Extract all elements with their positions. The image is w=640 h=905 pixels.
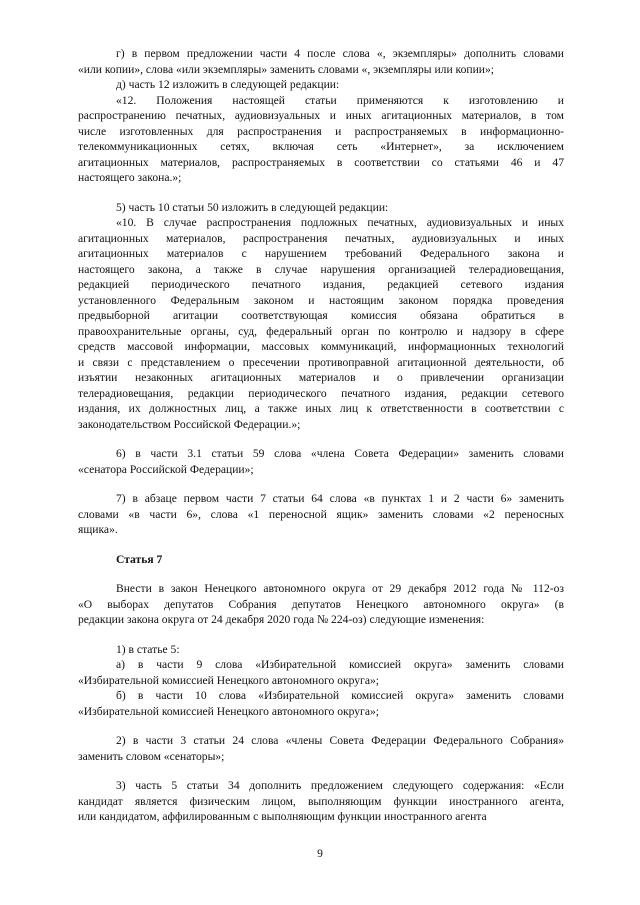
article-heading: Статья 7: [116, 552, 163, 566]
document-body: [78, 46, 564, 825]
text-line: кандидат является физическим лицом, выполняющим функции иностранного агента,: [78, 794, 564, 808]
text-line: агитационных материалов, распространяемых в соответствии со статьями 46 и 47: [78, 155, 564, 169]
paragraph-gap: [78, 628, 564, 642]
text-line: «или копии», слова «или экземпляры» заменить словами «, экземпляры или копии»;: [78, 62, 495, 76]
text-line: г) в первом предложении части 4 после слова «, экземпляры» дополнить словами: [116, 47, 564, 60]
paragraph-gap: [78, 764, 564, 778]
paragraph: [78, 215, 564, 432]
text-line: Внести в закон Ненецкого автономного округа от 29 декабря 2012 года № 112-оз: [116, 582, 564, 595]
text-line: настоящего закона.»;: [78, 171, 182, 184]
paragraph-gap: [78, 432, 564, 446]
text-line: 7) в абзаце первом части 7 статьи 64 слова «в пунктах 1 и 2 части 6» заменить: [116, 492, 564, 505]
text-line: законодательством Российской Федерации.»;: [78, 417, 301, 431]
text-line: «12. Положения настоящей статьи применяются к изготовлению и: [116, 93, 564, 107]
text-line: телерадиовещания, редакции периодического печатного издания, редакции сетевого: [78, 386, 564, 400]
text-line: 5) часть 10 статьи 50 изложить в следующей редакции:: [116, 200, 389, 214]
text-line: числе изготовленных для распространения и распространяемых в информационно-: [78, 124, 564, 138]
text-line: изъятии незаконных агитационных материалов и о привлечении организации: [78, 371, 564, 384]
paragraph-gap: [78, 538, 564, 552]
text-line: заменить словом «сенаторы»;: [78, 749, 225, 763]
paragraph: [78, 200, 564, 216]
paragraph-gap: [78, 567, 564, 581]
text-line: установленного Федеральным законом и настоящим законом порядка проведения: [78, 293, 564, 307]
text-line: распространению печатных, аудиовизуальных и иных агитационных материалов, в том: [78, 109, 564, 122]
text-line: 3) часть 5 статьи 34 дополнить предложением следующего содержания: «Если: [116, 779, 564, 792]
text-line: «сенатора Российской Федерации»;: [78, 462, 254, 476]
paragraph: [78, 657, 564, 688]
paragraph: [78, 446, 564, 477]
text-line: «10. В случае распространения подложных печатных, аудиовизуальных и иных: [116, 216, 564, 229]
text-line: предвыборной агитации соответствующая комиссия обязана обратиться в: [78, 309, 564, 322]
text-line: правоохранительные органы, суд, федеральный орган по контролю и надзору в сфере: [78, 324, 564, 338]
paragraph: [78, 688, 564, 719]
paragraph-gap: [78, 186, 564, 200]
text-line: д) часть 12 изложить в следующей редакции:: [116, 78, 340, 91]
text-line: «Избирательной комиссией Ненецкого автономного округа»;: [78, 673, 379, 687]
paragraph-gap: [78, 477, 564, 491]
text-line: или кандидатом, аффилированным с выполняющим функции иностранного агента: [78, 810, 487, 823]
paragraph: [78, 581, 564, 628]
paragraph: [78, 733, 564, 764]
text-line: б) в части 10 слова «Избирательной комиссией округа» заменить словами: [116, 689, 564, 702]
paragraph: [78, 642, 564, 658]
paragraph: [78, 77, 564, 93]
text-line: «О выборах депутатов Собрания депутатов Ненецкого автономного округа» (в: [78, 597, 564, 611]
text-line: издания, их должностных лиц, а также иных лиц к ответственности в соответствии с: [78, 402, 564, 415]
text-line: 2) в части 3 статьи 24 слова «члены Совета Федерации Федерального Собрания»: [116, 734, 564, 747]
text-line: средств массовой информации, массовых коммуникаций, информационных технологий: [78, 340, 564, 353]
text-line: словами «в части 6», слова «1 переносной ящик» заменить словами «2 переносных: [78, 507, 564, 521]
text-line: агитационных материалов с нарушением требований Федерального закона и: [78, 247, 564, 260]
paragraph: [78, 46, 564, 77]
text-line: редакцией периодического печатного издания, редакцией сетевого издания: [78, 278, 564, 291]
text-line: настоящего закона, а также в случае нарушения организацией телерадиовещания,: [78, 262, 564, 276]
text-line: ящика».: [78, 523, 118, 536]
paragraph: [78, 491, 564, 538]
text-line: редакции закона округа от 24 декабря 2020 года № 224-оз) следующие изменения:: [78, 613, 485, 626]
text-line: телекоммуникационных сетях, включая сеть «Интернет», за исключением: [78, 140, 564, 153]
page-number: 9: [317, 847, 323, 860]
paragraph: [78, 778, 564, 825]
text-line: 1) в статье 5:: [116, 642, 180, 656]
paragraph: [78, 93, 564, 186]
text-line: 6) в части 3.1 статьи 59 слова «члена Совета Федерации» заменить словами: [116, 447, 564, 460]
text-line: и связи с представлением о пресечении противоправной агитационной деятельности, об: [78, 355, 564, 369]
text-line: агитационных материалов, распространения печатных, аудиовизуальных и иных: [78, 231, 564, 245]
text-line: а) в части 9 слова «Избирательной комиссией округа» заменить словами: [116, 658, 564, 671]
paragraph-gap: [78, 719, 564, 733]
text-line: «Избирательной комиссией Ненецкого автономного округа»;: [78, 704, 379, 718]
